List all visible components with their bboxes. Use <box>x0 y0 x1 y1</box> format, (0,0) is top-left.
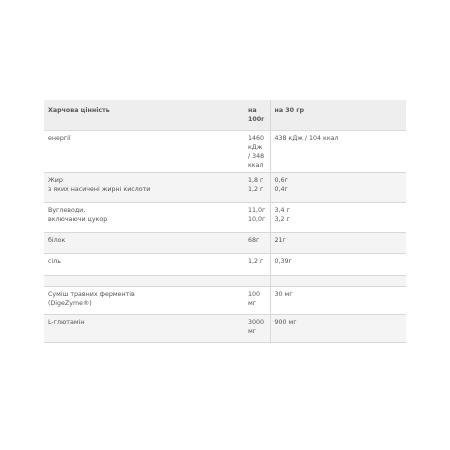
row-label-line: сіль <box>48 258 61 265</box>
row-label <box>44 131 246 173</box>
value-line: 100 <box>248 291 261 298</box>
row-label <box>44 254 246 276</box>
value-line: 3000 <box>248 319 265 326</box>
value-line: 0,6г <box>274 177 288 184</box>
value-line: мг <box>248 328 257 335</box>
row-label-line: з яких насичені жирні кислоти <box>48 186 151 193</box>
row-per-100g <box>246 173 270 203</box>
row-label <box>44 233 246 254</box>
value-line: ккал <box>248 162 264 169</box>
table-row <box>44 173 406 203</box>
value-line: 30 мг <box>274 291 293 298</box>
table-row <box>44 131 406 173</box>
row-per-30g <box>270 131 406 173</box>
row-label-line: включаючи цукор <box>48 216 108 223</box>
row-label <box>44 287 246 315</box>
row-per-100g <box>246 315 270 343</box>
row-per-30g <box>270 203 406 233</box>
value-line: / 348 <box>248 153 265 160</box>
value-line: 1,8 г <box>248 177 264 184</box>
row-label-line: енергії <box>48 135 71 142</box>
header-per-30g: на 30 гр <box>270 100 406 131</box>
header-per-100g: на 100г <box>246 100 270 131</box>
value-line: 0,39г <box>274 258 292 265</box>
row-per-30g <box>270 173 406 203</box>
table-row <box>44 254 406 276</box>
row-label-line: Вуглеводи, <box>48 207 86 214</box>
row-label-line: L-глютамін <box>48 319 85 326</box>
row-per-100g <box>246 131 270 173</box>
value-line: 1,2 г <box>248 186 264 193</box>
table-row <box>44 203 406 233</box>
row-label-line: Жир <box>48 177 63 184</box>
row-per-30g <box>270 233 406 254</box>
row-per-100g <box>246 254 270 276</box>
row-per-100g <box>246 233 270 254</box>
row-label-line: Суміш травних ферментів <box>48 291 135 298</box>
row-label <box>44 173 246 203</box>
value-line: 68г <box>248 237 260 244</box>
value-line: 1,2 г <box>248 258 264 265</box>
table-row <box>44 287 406 315</box>
row-label <box>44 203 246 233</box>
table-header-row <box>44 100 406 131</box>
value-line: 3,4 г <box>274 207 290 214</box>
value-line: 3,2 г <box>274 216 290 223</box>
row-per-100g <box>246 287 270 315</box>
value-line: 10,0г <box>248 216 266 223</box>
row-label <box>44 276 246 287</box>
value-line: мг <box>248 300 257 307</box>
header-nutrition: Харчова цінність <box>44 100 246 131</box>
row-label <box>44 315 246 343</box>
value-line: 438 кДж / 104 ккал <box>274 135 339 142</box>
value-line: 11,0г <box>248 207 266 214</box>
row-label-line: білок <box>48 237 66 244</box>
table-row-empty <box>44 276 406 287</box>
row-per-100g <box>246 276 270 287</box>
row-per-30g <box>270 315 406 343</box>
row-per-30g <box>270 287 406 315</box>
table-row <box>44 233 406 254</box>
value-line: 21г <box>274 237 286 244</box>
table-row <box>44 315 406 343</box>
row-label-line: (DigeZyme®) <box>48 300 92 307</box>
value-line: 900 мг <box>274 319 297 326</box>
value-line: 1460 кДж <box>248 135 265 151</box>
row-per-30g <box>270 276 406 287</box>
row-per-100g <box>246 203 270 233</box>
nutrition-table <box>44 100 406 343</box>
value-line: 0,4г <box>274 186 288 193</box>
row-per-30g <box>270 254 406 276</box>
